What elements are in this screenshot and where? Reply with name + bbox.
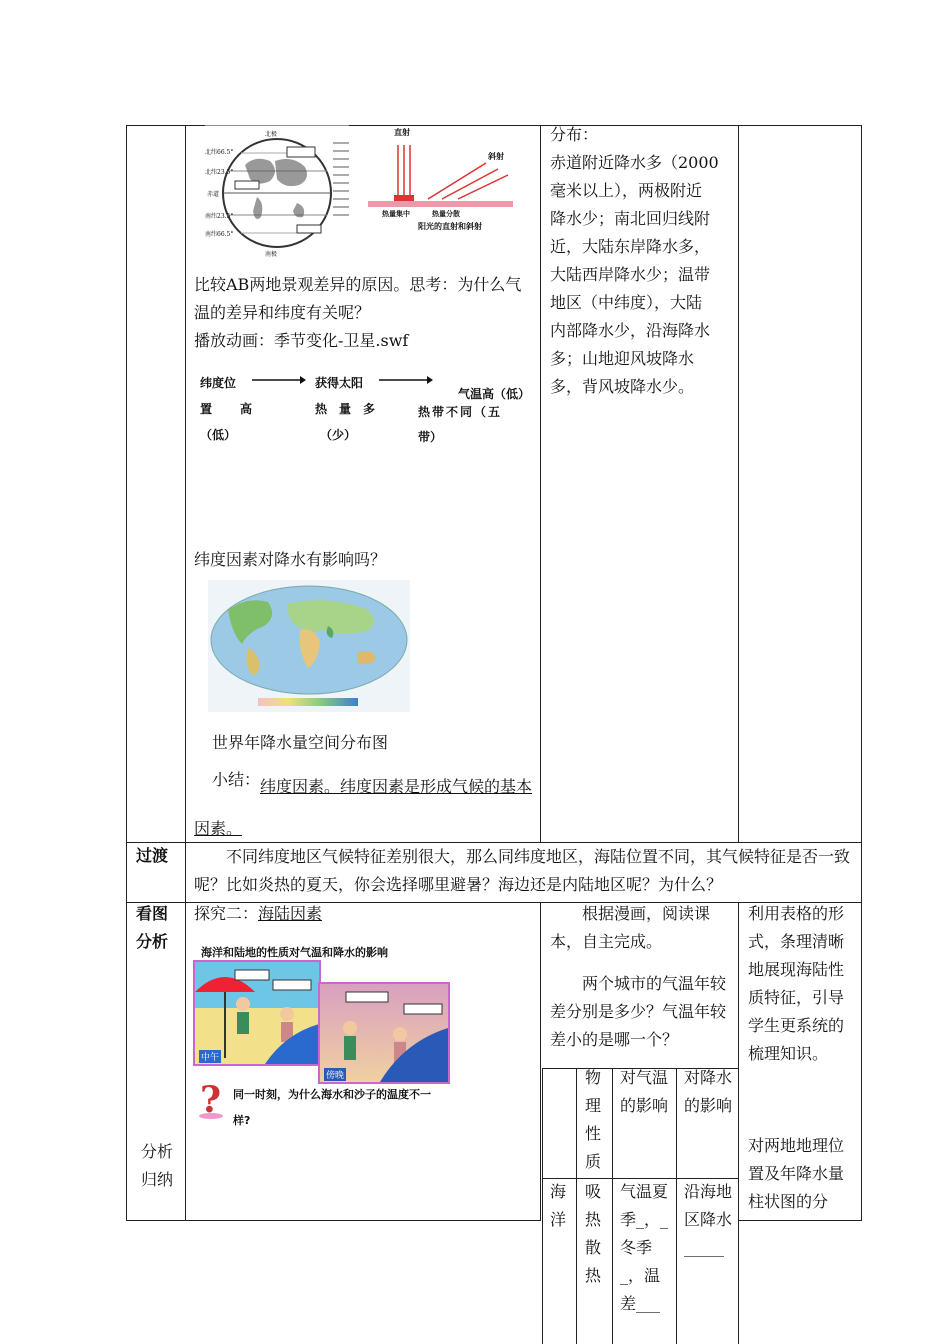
flow-sun-heat-1: 获得太阳 xyxy=(315,376,364,390)
globe-label-66n: 北纬66.5° xyxy=(205,149,234,156)
transition-label: 过渡 xyxy=(136,846,169,865)
compare-question: 比较AB两地景观差异的原因。思考：为什么气温的差异和纬度有关呢？ xyxy=(194,275,522,322)
col-divider-2 xyxy=(540,125,541,842)
comic-title: 海洋和陆地的性质对气温和降水的影响 xyxy=(201,946,388,959)
globe-label-66s: 南纬66.5° xyxy=(205,231,234,238)
analysis-label-1: 看图 xyxy=(136,904,169,923)
col-divider-3 xyxy=(738,125,739,842)
summary-label: 小结： xyxy=(212,770,261,789)
flow-temp-2: 热带不同（五 xyxy=(418,405,503,419)
comic-question: 同一时刻，为什么海水和沙子的温度不一样? xyxy=(233,1088,431,1127)
inner-row-ocean: 海洋 xyxy=(550,1182,567,1229)
summary-text xyxy=(194,766,534,850)
globe-label-23s: 南纬23.5° xyxy=(205,213,234,220)
analysis-label-3: 分析 xyxy=(141,1142,174,1161)
latitude-globe-figure xyxy=(205,125,349,260)
table-left-border xyxy=(126,125,127,1220)
design-intent-1: 利用表格的形式，条理清晰地展现海陆性质特征，引导学生更系统的梳理知识。 xyxy=(748,904,845,1063)
col-divider-2b xyxy=(540,902,541,1220)
design-intent-2: 对两地地理位置及年降水量柱状图的分 xyxy=(748,1136,845,1211)
flow-temp-1: 气温高（低） xyxy=(458,387,531,401)
inner-ocean-precip: 沿海地区降水_____ xyxy=(684,1182,733,1257)
inner-header-physical: 物理性质 xyxy=(585,1068,602,1171)
flow-temp-3: 带） xyxy=(418,430,443,444)
table-bottom-right xyxy=(738,1220,862,1221)
fig-label-heat-focus: 热量集中 xyxy=(382,210,410,218)
dist-line-6: 大陆西岸降水少；温带 xyxy=(550,265,711,284)
flow-latitude-1: 纬度位 xyxy=(200,376,237,390)
dist-line-7: 地区（中纬度），大陆 xyxy=(550,293,703,312)
inner-header-precip: 对降水的影响 xyxy=(684,1068,733,1115)
table-bottom-left xyxy=(126,1220,541,1221)
dist-line-8: 内部降水少，沿海降水 xyxy=(550,321,711,340)
precip-distribution xyxy=(550,121,736,401)
precipitation-question: 纬度因素对降水有影响吗？ xyxy=(194,550,387,569)
fig-label-direct: 直射 xyxy=(394,128,410,137)
question-mark-icon xyxy=(196,1080,226,1120)
dist-line-10: 多，背风坡降水少。 xyxy=(550,377,695,396)
inner-table-v2 xyxy=(612,1068,613,1344)
inner-table-v1 xyxy=(576,1068,577,1344)
flow-sun-heat-3: （少） xyxy=(320,428,357,442)
inquiry-label: 探究二： xyxy=(194,904,259,923)
comic-panel-noon xyxy=(193,960,321,1066)
dist-line-3: 毫米以上），两极附近 xyxy=(550,181,703,200)
col-divider-1 xyxy=(185,125,186,1220)
flow-arrow-1 xyxy=(252,374,306,386)
play-animation-text: 播放动画：季节变化-卫星.swf xyxy=(194,331,409,350)
summary-underlined: 纬度因素。纬度因素是形成气候的基本因素。 xyxy=(194,777,533,838)
transition-text: 不同纬度地区气候特征差别很大，那么同纬度地区，海陆位置不同，其气候特征是否一致呢？比如炎热的夏天，你会选择哪里避暑？海边还是内陆地区呢？为什么？ xyxy=(194,847,851,894)
inquiry-heading xyxy=(194,900,322,928)
flow-latitude-3: （低） xyxy=(200,428,237,442)
globe-label-north-pole: 北极 xyxy=(265,131,278,138)
flow-sun-heat-2: 热 量 多 xyxy=(315,402,376,416)
comic-evening-label: 傍晚 xyxy=(324,1068,346,1081)
svg-text:?: ? xyxy=(200,1080,222,1120)
inner-ocean-temp: 气温夏季_，_冬季_，温差___ xyxy=(620,1182,669,1313)
fig-label-heat-spread: 热量分散 xyxy=(432,210,460,218)
inner-table-v0 xyxy=(542,1068,543,1344)
comic-noon-label: 中午 xyxy=(199,1050,221,1063)
globe-label-23n: 北纬23.5° xyxy=(205,169,234,176)
analysis-label-2: 分析 xyxy=(136,932,169,951)
flow-arrow-2 xyxy=(379,374,433,386)
dist-line-2: 赤道附近降水多（2000 xyxy=(550,153,719,172)
dist-line-4: 降水少；南北回归线附 xyxy=(550,209,711,228)
map-caption: 世界年降水量空间分布图 xyxy=(212,733,389,752)
comic-panel-evening xyxy=(318,982,450,1084)
student-activity: 根据漫画，阅读课本，自主完成。 xyxy=(550,904,711,951)
dist-line-5: 近，大陆东岸降水多， xyxy=(550,237,711,256)
globe-label-south-pole: 南极 xyxy=(265,251,278,258)
inner-ocean-physical: 吸热散热 xyxy=(585,1182,602,1285)
direct-oblique-sun-figure xyxy=(368,125,513,235)
fig-label-oblique: 斜射 xyxy=(488,152,504,161)
analysis-label-4: 归纳 xyxy=(141,1170,174,1189)
table-right-border xyxy=(861,125,862,1220)
student-question: 两个城市的气温年较差分别是多少？气温年较差小的是哪一个？ xyxy=(550,974,727,1049)
world-precipitation-map xyxy=(208,580,410,712)
globe-label-equator: 赤道 xyxy=(207,191,220,198)
inquiry-title: 海陆因素 xyxy=(258,904,323,923)
inner-header-temp: 对气温的影响 xyxy=(620,1068,669,1115)
fig-caption-sun: 阳光的直射和斜射 xyxy=(418,222,482,231)
dist-line-1: 分布： xyxy=(550,125,599,144)
flow-latitude-2: 置 高 xyxy=(200,402,261,416)
inner-table-v4 xyxy=(738,1068,739,1344)
col-divider-3b xyxy=(738,902,739,1072)
inner-table-v3 xyxy=(676,1068,677,1344)
dist-line-9: 多；山地迎风坡降水 xyxy=(550,349,695,368)
